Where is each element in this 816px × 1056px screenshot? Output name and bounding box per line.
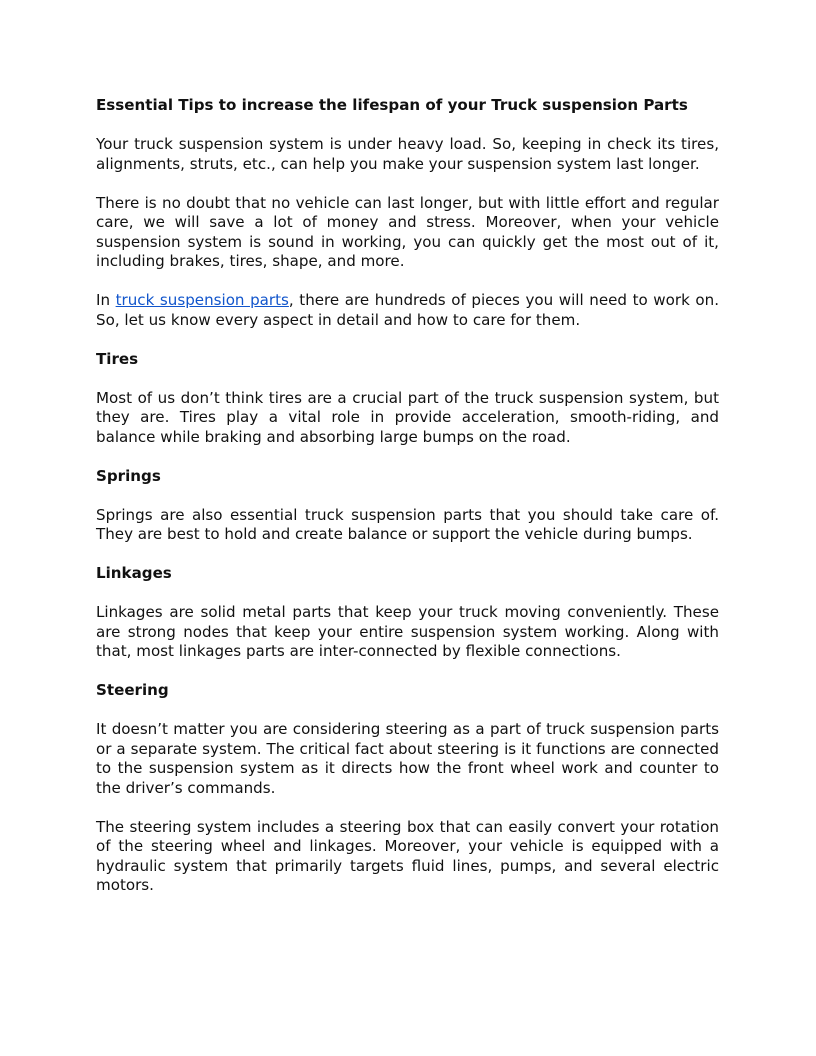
link-paragraph-after: , there are hundreds of pieces you will need to work on. So, let us know every aspect in detail and how to care for them. xyxy=(96,291,719,329)
steering-paragraph-2: The steering system includes a steering box that can easily convert your rotation of the steering wheel and linkages. Moreover, your vehicle is equipped with a hydraulic system that primarily targets fluid lines, pumps, and several electric motors. xyxy=(96,817,719,894)
springs-heading: Springs xyxy=(96,466,161,485)
steering-paragraph-1: It doesn’t matter you are considering steering as a part of truck suspension parts or a separate system. The critical fact about steering is it functions are connected to the suspension system as it directs how the front wheel work and counter to the driver’s commands. xyxy=(96,720,719,797)
truck-suspension-parts-link[interactable]: truck suspension parts xyxy=(115,291,289,309)
tires-paragraph: Most of us don’t think tires are a crucial part of the truck suspension system, but they are. Tires play a vital role in provide acceleration, smooth-riding, and balance while braking and absorbing large bumps on the road. xyxy=(96,388,719,446)
link-paragraph-before: In xyxy=(96,291,116,309)
document-title: Essential Tips to increase the lifespan of your Truck suspension Parts xyxy=(96,96,688,114)
springs-paragraph: Springs are also essential truck suspension parts that you should take care of. They are best to hold and create balance or support the vehicle during bumps. xyxy=(96,505,719,543)
linkages-heading: Linkages xyxy=(96,564,172,582)
steering-heading: Steering xyxy=(96,681,169,699)
intro-paragraph-1: Your truck suspension system is under heavy load. So, keeping in check its tires, alignments, struts, etc., can help you make your suspension system last longer. xyxy=(96,135,719,173)
link-paragraph xyxy=(96,291,719,330)
linkages-paragraph: Linkages are solid metal parts that keep your truck moving conveniently. These are strong nodes that keep your entire suspension system working. Along with that, most linkages parts are inter-connected by flexible connections. xyxy=(96,603,719,660)
intro-paragraph-2: There is no doubt that no vehicle can last longer, but with little effort and regular care, we will save a lot of money and stress. Moreover, when your vehicle suspension system is sound in working, you can quickly get the most out of it, including brakes, tires, shape, and more. xyxy=(96,193,719,270)
tires-heading: Tires xyxy=(96,349,139,368)
document-page xyxy=(96,96,719,915)
